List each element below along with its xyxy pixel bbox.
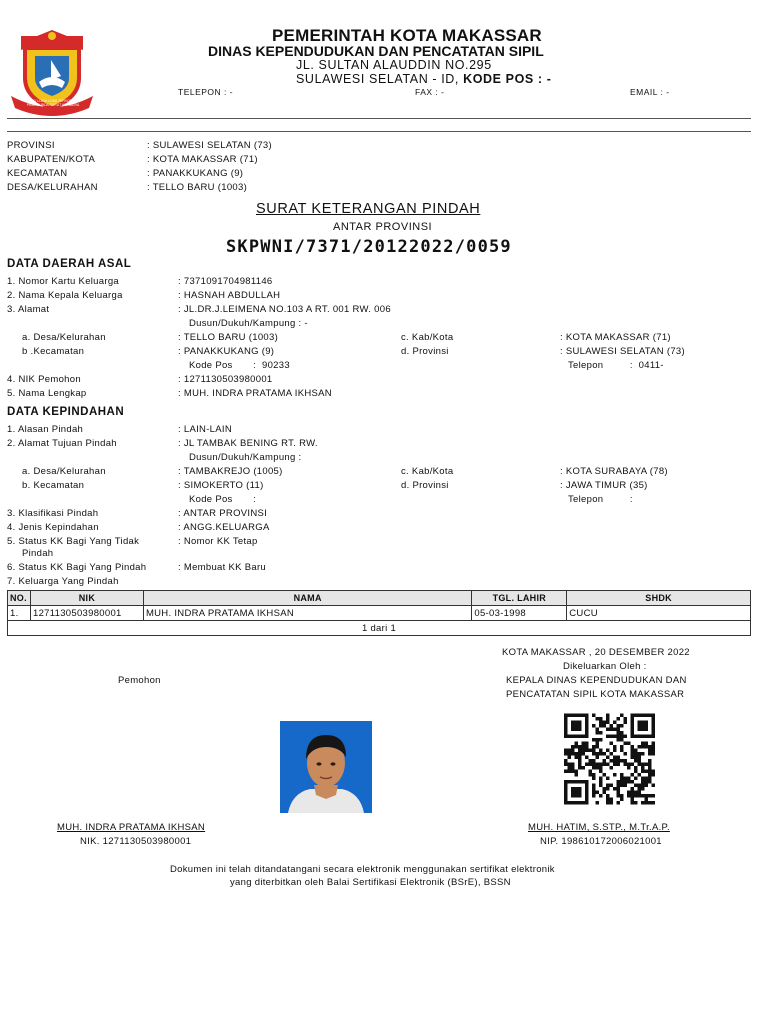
asal-desa-value: : TELLO BARU (1003) — [178, 332, 279, 343]
region-label: KABUPATEN/KOTA — [7, 154, 96, 165]
header-title: PEMERINTAH KOTA MAKASSAR — [272, 26, 542, 45]
official-nip: NIP. 198610172006021001 — [540, 836, 662, 847]
document-subtitle: ANTAR PROVINSI — [333, 221, 433, 233]
pindah-status-tidak-value: : Nomor KK Tetap — [178, 536, 258, 547]
col-header-nama: NAMA — [143, 591, 471, 606]
table-row — [8, 606, 751, 621]
pindah-alamat-value: : JL TAMBAK BENING RT. RW. — [178, 438, 318, 449]
asal-kab-label: c. Kab/Kota — [401, 332, 454, 343]
table-header-row — [8, 591, 751, 606]
place-date: KOTA MAKASSAR , 20 DESEMBER 2022 — [502, 647, 690, 658]
region-value: : KOTA MAKASSAR (71) — [147, 154, 258, 165]
applicant-name: MUH. INDRA PRATAMA IKHSAN — [57, 822, 206, 833]
col-header-shdk: SHDK — [567, 591, 751, 606]
region-value: : SULAWESI SELATAN (73) — [147, 140, 272, 151]
pindah-prov-label: d. Provinsi — [401, 480, 449, 491]
applicant-label: Pemohon — [118, 675, 161, 686]
pindah-jenis-value: : ANGG.KELUARGA — [178, 522, 270, 533]
qr-code — [555, 713, 665, 805]
region-value: : PANAKKUKANG (9) — [147, 168, 244, 179]
asal-alamat-value: : JL.DR.J.LEIMENA NO.103 A RT. 001 RW. 006 — [178, 304, 391, 315]
pindah-kec-label: b. Kecamatan — [22, 480, 85, 491]
asal-prov-value: : SULAWESI SELATAN (73) — [560, 346, 685, 357]
pindah-alasan-label: 1. Alasan Pindah — [7, 424, 84, 435]
pindah-status-tidak-label: 5. Status KK Bagi Yang Tidak — [7, 536, 140, 547]
pindah-telepon: Telepon : — [568, 494, 633, 505]
document-title: SURAT KETERANGAN PINDAH — [256, 201, 481, 217]
official-title-1: KEPALA DINAS KEPENDUDUKAN DAN — [506, 675, 687, 686]
official-name: MUH. HATIM, S.STP., M.Tr.A.P. — [528, 822, 670, 833]
asal-alamat-label: 3. Alamat — [7, 304, 50, 315]
pindah-jenis-label: 4. Jenis Kepindahan — [7, 522, 99, 533]
pindah-klas-value: : ANTAR PROVINSI — [178, 508, 268, 519]
applicant-photo — [280, 721, 372, 813]
asal-nik-label: 4. NIK Pemohon — [7, 374, 81, 385]
asal-kk-label: 1. Nomor Kartu Keluarga — [7, 276, 119, 287]
pindah-status-pindah-label: 6. Status KK Bagi Yang Pindah — [7, 562, 147, 573]
section-heading-asal: DATA DAERAH ASAL — [7, 258, 132, 270]
pindah-kab-value: : KOTA SURABAYA (78) — [560, 466, 668, 477]
asal-prov-label: d. Provinsi — [401, 346, 449, 357]
footer-line-1: Dokumen ini telah ditandatangani secara elektronik menggunakan sertifikat elektronik — [170, 864, 555, 875]
region-value: : TELLO BARU (1003) — [147, 182, 248, 193]
footer-line-2: yang diterbitkan oleh Balai Sertifikasi Elektronik (BSrE), BSSN — [230, 877, 511, 888]
pindah-status-tidak-label-2: Pindah — [22, 548, 54, 559]
pindah-kec-value: : SIMOKERTO (11) — [178, 480, 264, 491]
asal-telepon: Telepon : 0411- — [568, 360, 664, 371]
pindah-prov-value: : JAWA TIMUR (35) — [560, 480, 648, 491]
asal-kk-value: : 7371091704981146 — [178, 276, 273, 287]
pindah-keluarga-label: 7. Keluarga Yang Pindah — [7, 576, 119, 587]
header-divider-top — [7, 118, 751, 119]
asal-kec-value: : PANAKKUKANG (9) — [178, 346, 275, 357]
table-pagination-row — [8, 621, 751, 636]
header-email: EMAIL : - — [630, 87, 670, 97]
asal-kepala-label: 2. Nama Kepala Keluarga — [7, 290, 123, 301]
asal-kab-value: : KOTA MAKASSAR (71) — [560, 332, 671, 343]
header-telepon: TELEPON : - — [178, 87, 234, 97]
pindah-klas-label: 3. Klasifikasi Pindah — [7, 508, 99, 519]
asal-dusun: Dusun/Dukuh/Kampung : - — [189, 318, 308, 329]
issued-by: Dikeluarkan Oleh : — [563, 661, 647, 672]
section-heading-pindah: DATA KEPINDAHAN — [7, 406, 125, 418]
region-label: DESA/KELURAHAN — [7, 182, 98, 193]
col-header-no: NO. — [8, 591, 31, 606]
family-table — [7, 590, 751, 636]
pindah-kodepos: Kode Pos : — [189, 494, 257, 505]
pindah-alamat-label: 2. Alamat Tujuan Pindah — [7, 438, 117, 449]
region-label: PROVINSI — [7, 140, 55, 151]
header-address: JL. SULTAN ALAUDDIN NO.295 — [296, 58, 492, 72]
asal-kodepos: Kode Pos : 90233 — [189, 360, 290, 371]
pindah-status-pindah-value: : Membuat KK Baru — [178, 562, 266, 573]
cell-tgl-lahir: 05-03-1998 — [472, 606, 567, 621]
header-subtitle: DINAS KEPENDUDUKAN DAN PENCATATAN SIPIL — [208, 43, 544, 59]
col-header-nik: NIK — [30, 591, 143, 606]
cell-no: 1. — [8, 606, 31, 621]
table-pagination: 1 dari 1 — [8, 621, 751, 636]
pindah-dusun: Dusun/Dukuh/Kampung : — [189, 452, 302, 463]
official-title-2: PENCATATAN SIPIL KOTA MAKASSAR — [506, 689, 685, 700]
asal-nik-value: : 1271130503980001 — [178, 374, 273, 385]
col-header-tgl-lahir: TGL. LAHIR — [472, 591, 567, 606]
header-divider-bottom — [7, 131, 751, 132]
logo-banner-text: KUTU LUKUI LOKA TERVOIDIAG PRIMGA BIDA SURUT KE NAERA — [26, 99, 80, 107]
pindah-desa-label: a. Desa/Kelurahan — [22, 466, 106, 477]
asal-nama-label: 5. Nama Lengkap — [7, 388, 87, 399]
asal-desa-label: a. Desa/Kelurahan — [22, 332, 106, 343]
city-logo — [7, 26, 97, 116]
cell-nama: MUH. INDRA PRATAMA IKHSAN — [143, 606, 471, 621]
asal-kec-label: b .Kecamatan — [22, 346, 85, 357]
pindah-desa-value: : TAMBAKREJO (1005) — [178, 466, 283, 477]
header-region: SULAWESI SELATAN - ID, KODE POS : - — [296, 72, 552, 86]
pindah-alasan-value: : LAIN-LAIN — [178, 424, 232, 435]
asal-nama-value: : MUH. INDRA PRATAMA IKHSAN — [178, 388, 332, 399]
header-fax: FAX : - — [415, 87, 445, 97]
applicant-nik: NIK. 1271130503980001 — [80, 836, 192, 847]
cell-nik: 1271130503980001 — [30, 606, 143, 621]
pindah-kab-label: c. Kab/Kota — [401, 466, 454, 477]
asal-kepala-value: : HASNAH ABDULLAH — [178, 290, 281, 301]
header-postcode: KODE POS : - — [463, 72, 552, 86]
cell-shdk: CUCU — [567, 606, 751, 621]
region-label: KECAMATAN — [7, 168, 68, 179]
document-number: SKPWNI/7371/20122022/0059 — [226, 237, 512, 257]
